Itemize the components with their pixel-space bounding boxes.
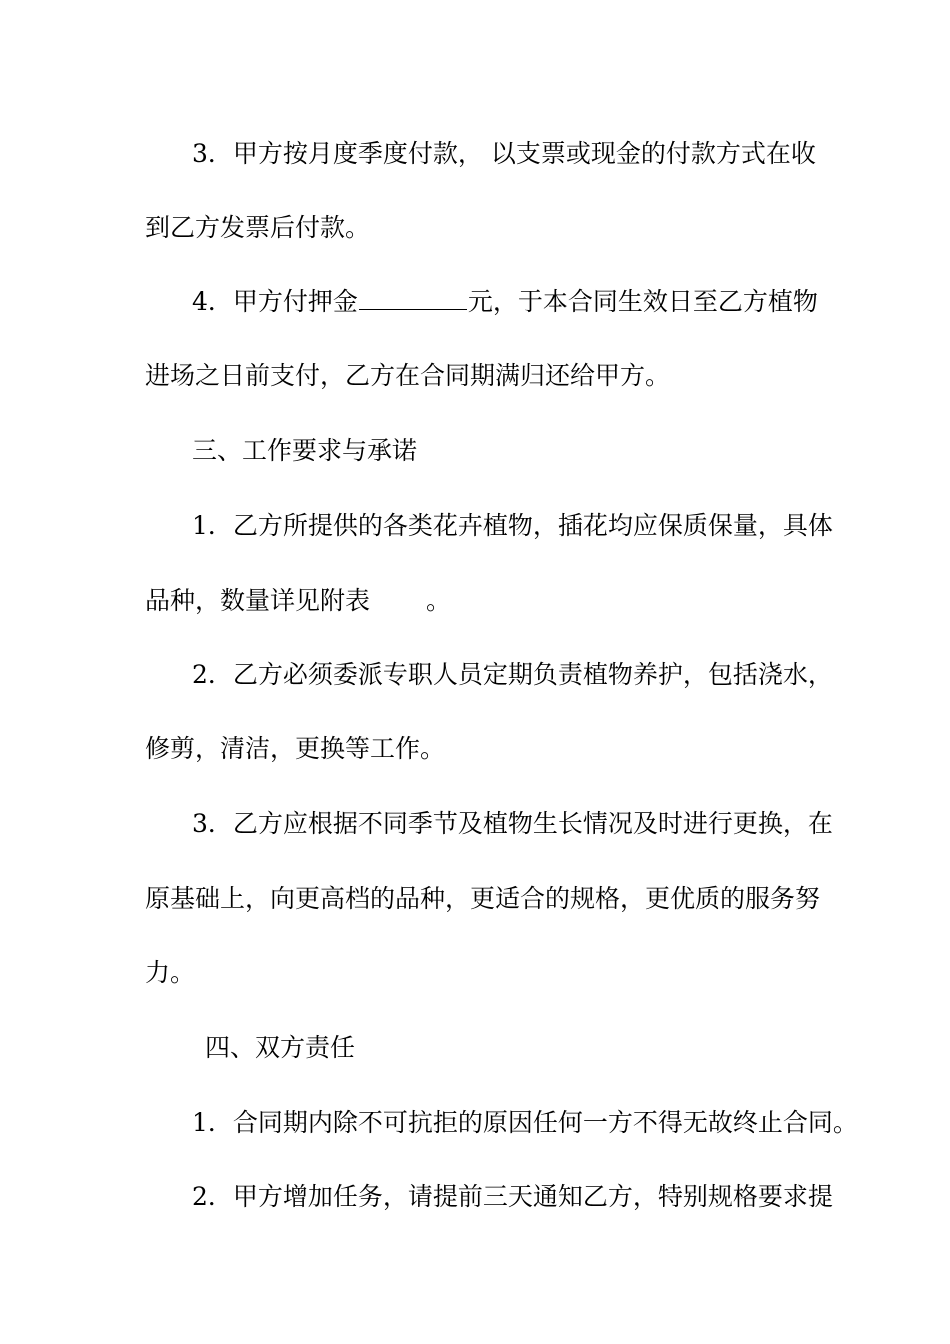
paragraph-line [192, 1182, 833, 1212]
section-heading [192, 436, 417, 466]
paragraph-line [145, 884, 820, 914]
line-text: 进场之日前支付，乙方在合同期满归还给甲方。 [145, 361, 671, 390]
line-text: 修剪，清洁，更换等工作。 [145, 734, 446, 763]
paragraph-line [145, 586, 451, 616]
paragraph-line [192, 660, 833, 690]
paragraph-line [192, 511, 833, 541]
paragraph-line [145, 361, 670, 391]
paragraph-line [192, 1108, 858, 1138]
line-text: 力。 [145, 958, 196, 987]
paragraph-line [145, 734, 445, 764]
line-text: 3．乙方应根据不同季节及植物生长情况及时进行更换，在 [192, 809, 833, 838]
paragraph-line [192, 809, 833, 839]
line-text: 2．甲方增加任务，请提前三天通知乙方，特别规格要求提 [192, 1182, 833, 1211]
fill-in-blank [359, 287, 467, 310]
line-text: 4．甲方付押金 [192, 287, 358, 316]
paragraph-line [145, 958, 195, 988]
line-text: 以支票或现金的付款方式在收 [482, 139, 816, 168]
line-text: 原基础上，向更高档的品种，更适合的规格，更优质的服务努 [145, 884, 821, 913]
paragraph-line [145, 213, 370, 243]
paragraph-line [192, 287, 818, 317]
heading-text: 三、工作要求与承诺 [192, 436, 418, 465]
line-text: 元，于本合同生效日至乙方植物 [467, 287, 818, 316]
line-text: 3．甲方按月度季度付款， [192, 139, 483, 168]
heading-text: 四、双方责任 [205, 1033, 356, 1062]
paragraph-line [192, 139, 816, 169]
line-text: 到乙方发票后付款。 [145, 213, 371, 242]
line-text: 。 [426, 586, 452, 615]
section-heading [205, 1033, 355, 1063]
line-text: 1．乙方所提供的各类花卉植物，插花均应保质保量，具体 [192, 511, 833, 540]
line-text: 1．合同期内除不可抗拒的原因任何一方不得无故终止合同。 [192, 1108, 858, 1137]
line-text: 品种，数量详见附表 [145, 586, 371, 615]
line-text: 2．乙方必须委派专职人员定期负责植物养护，包括浇水， [192, 660, 833, 689]
